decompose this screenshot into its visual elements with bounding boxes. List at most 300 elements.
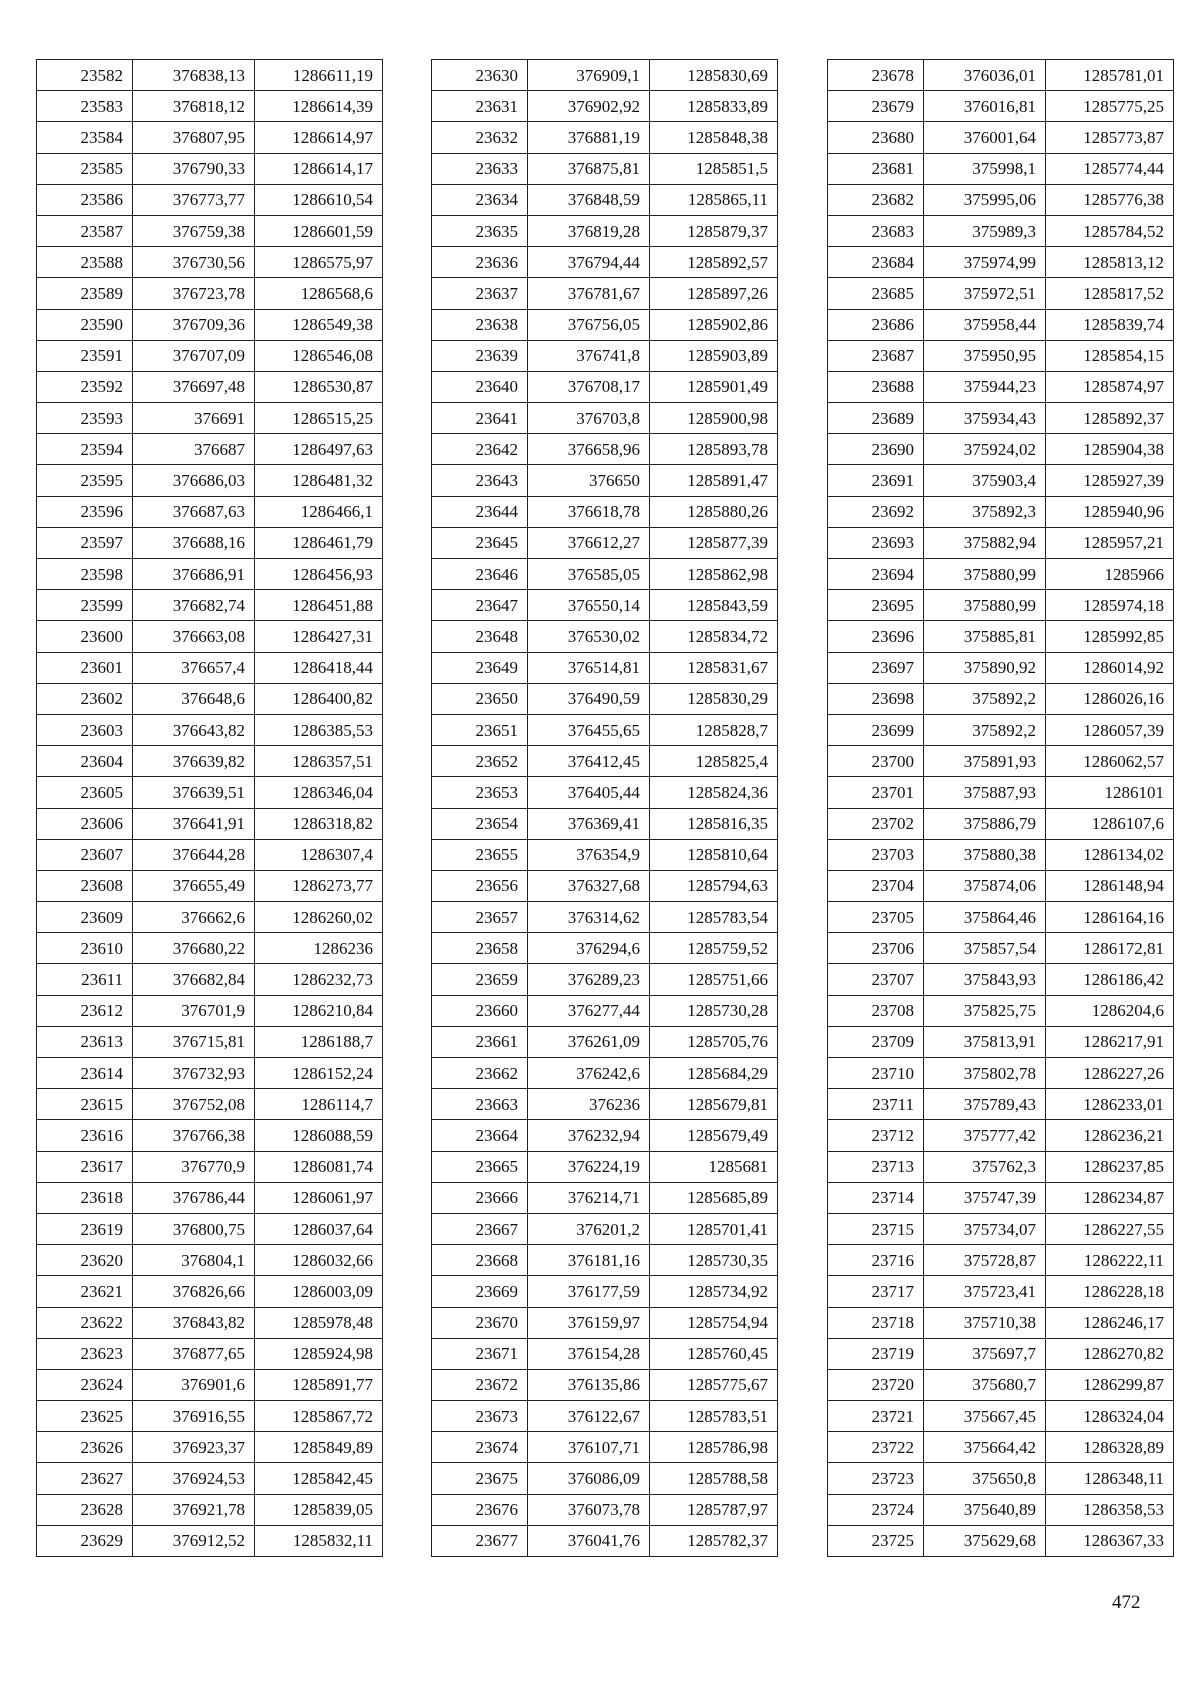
point-number-cell: 23651 <box>432 714 528 745</box>
y-coordinate-cell: 1285787,97 <box>650 1494 778 1525</box>
y-coordinate-cell: 1285892,57 <box>650 247 778 278</box>
x-coordinate-cell: 376773,77 <box>133 184 255 215</box>
y-coordinate-cell: 1285783,51 <box>650 1401 778 1432</box>
y-coordinate-cell: 1285824,36 <box>650 777 778 808</box>
x-coordinate-cell: 376214,71 <box>528 1182 650 1213</box>
point-number-cell: 23691 <box>828 465 924 496</box>
y-coordinate-cell: 1285754,94 <box>650 1307 778 1338</box>
y-coordinate-cell: 1285839,74 <box>1046 309 1174 340</box>
y-coordinate-cell: 1286530,87 <box>255 371 383 402</box>
y-coordinate-cell: 1286357,51 <box>255 746 383 777</box>
y-coordinate-cell: 1286227,55 <box>1046 1213 1174 1244</box>
y-coordinate-cell: 1285966 <box>1046 559 1174 590</box>
point-number-cell: 23636 <box>432 247 528 278</box>
x-coordinate-cell: 376682,84 <box>133 964 255 995</box>
point-number-cell: 23587 <box>37 215 133 246</box>
x-coordinate-cell: 376709,36 <box>133 309 255 340</box>
table-row <box>37 1369 383 1400</box>
y-coordinate-cell: 1286549,38 <box>255 309 383 340</box>
y-coordinate-cell: 1286217,91 <box>1046 1026 1174 1057</box>
y-coordinate-cell: 1285788,58 <box>650 1463 778 1494</box>
point-number-cell: 23583 <box>37 91 133 122</box>
point-number-cell: 23687 <box>828 340 924 371</box>
y-coordinate-cell: 1285685,89 <box>650 1182 778 1213</box>
x-coordinate-cell: 376730,56 <box>133 247 255 278</box>
coordinates-table-1 <box>36 59 383 1557</box>
point-number-cell: 23694 <box>828 559 924 590</box>
x-coordinate-cell: 376770,9 <box>133 1151 255 1182</box>
x-coordinate-cell: 376658,96 <box>528 434 650 465</box>
y-coordinate-cell: 1285776,38 <box>1046 184 1174 215</box>
x-coordinate-cell: 376277,44 <box>528 995 650 1026</box>
y-coordinate-cell: 1286346,04 <box>255 777 383 808</box>
table-row <box>828 1401 1174 1432</box>
x-coordinate-cell: 376455,65 <box>528 714 650 745</box>
point-number-cell: 23707 <box>828 964 924 995</box>
point-number-cell: 23701 <box>828 777 924 808</box>
table-row <box>828 1463 1174 1494</box>
point-number-cell: 23618 <box>37 1182 133 1213</box>
point-number-cell: 23614 <box>37 1058 133 1089</box>
table-row <box>828 465 1174 496</box>
y-coordinate-cell: 1286614,39 <box>255 91 383 122</box>
y-coordinate-cell: 1286236 <box>255 933 383 964</box>
point-number-cell: 23591 <box>37 340 133 371</box>
x-coordinate-cell: 375680,7 <box>924 1369 1046 1400</box>
x-coordinate-cell: 376122,67 <box>528 1401 650 1432</box>
x-coordinate-cell: 376639,51 <box>133 777 255 808</box>
point-number-cell: 23631 <box>432 91 528 122</box>
point-number-cell: 23643 <box>432 465 528 496</box>
table-row <box>432 1089 778 1120</box>
point-number-cell: 23598 <box>37 559 133 590</box>
table-row <box>828 1276 1174 1307</box>
y-coordinate-cell: 1285924,98 <box>255 1338 383 1369</box>
x-coordinate-cell: 376687 <box>133 434 255 465</box>
x-coordinate-cell: 375825,75 <box>924 995 1046 1026</box>
point-number-cell: 23711 <box>828 1089 924 1120</box>
y-coordinate-cell: 1285817,52 <box>1046 278 1174 309</box>
x-coordinate-cell: 375882,94 <box>924 527 1046 558</box>
x-coordinate-cell: 375777,42 <box>924 1120 1046 1151</box>
table-row <box>37 590 383 621</box>
point-number-cell: 23627 <box>37 1463 133 1494</box>
x-coordinate-cell: 375664,42 <box>924 1432 1046 1463</box>
y-coordinate-cell: 1286324,04 <box>1046 1401 1174 1432</box>
point-number-cell: 23656 <box>432 870 528 901</box>
point-number-cell: 23588 <box>37 247 133 278</box>
point-number-cell: 23617 <box>37 1151 133 1182</box>
x-coordinate-cell: 376708,17 <box>528 371 650 402</box>
point-number-cell: 23693 <box>828 527 924 558</box>
table-row <box>432 1369 778 1400</box>
y-coordinate-cell: 1285891,77 <box>255 1369 383 1400</box>
y-coordinate-cell: 1285834,72 <box>650 621 778 652</box>
table-row <box>828 340 1174 371</box>
y-coordinate-cell: 1286481,32 <box>255 465 383 496</box>
point-number-cell: 23632 <box>432 122 528 153</box>
point-number-cell: 23655 <box>432 839 528 870</box>
point-number-cell: 23641 <box>432 403 528 434</box>
x-coordinate-cell: 376732,93 <box>133 1058 255 1089</box>
table-row <box>828 1213 1174 1244</box>
table-row <box>828 683 1174 714</box>
y-coordinate-cell: 1286546,08 <box>255 340 383 371</box>
y-coordinate-cell: 1285851,5 <box>650 153 778 184</box>
x-coordinate-cell: 376086,09 <box>528 1463 650 1494</box>
y-coordinate-cell: 1286186,42 <box>1046 964 1174 995</box>
table-row <box>432 527 778 558</box>
y-coordinate-cell: 1286575,97 <box>255 247 383 278</box>
x-coordinate-cell: 376686,91 <box>133 559 255 590</box>
table-row <box>828 777 1174 808</box>
point-number-cell: 23661 <box>432 1026 528 1057</box>
y-coordinate-cell: 1286568,6 <box>255 278 383 309</box>
y-coordinate-cell: 1285774,44 <box>1046 153 1174 184</box>
y-coordinate-cell: 1285828,7 <box>650 714 778 745</box>
y-coordinate-cell: 1286328,89 <box>1046 1432 1174 1463</box>
point-number-cell: 23722 <box>828 1432 924 1463</box>
point-number-cell: 23666 <box>432 1182 528 1213</box>
coordinates-table-body <box>432 60 778 1557</box>
y-coordinate-cell: 1285992,85 <box>1046 621 1174 652</box>
point-number-cell: 23611 <box>37 964 133 995</box>
x-coordinate-cell: 375903,4 <box>924 465 1046 496</box>
x-coordinate-cell: 375667,45 <box>924 1401 1046 1432</box>
point-number-cell: 23705 <box>828 902 924 933</box>
coordinates-table-body <box>828 60 1174 1557</box>
table-row <box>828 1369 1174 1400</box>
table-row <box>432 1401 778 1432</box>
point-number-cell: 23699 <box>828 714 924 745</box>
point-number-cell: 23597 <box>37 527 133 558</box>
point-number-cell: 23615 <box>37 1089 133 1120</box>
x-coordinate-cell: 376107,71 <box>528 1432 650 1463</box>
y-coordinate-cell: 1285879,37 <box>650 215 778 246</box>
y-coordinate-cell: 1286427,31 <box>255 621 383 652</box>
y-coordinate-cell: 1286456,93 <box>255 559 383 590</box>
table-row <box>432 1213 778 1244</box>
page-number: 472 <box>1112 1592 1141 1613</box>
point-number-cell: 23639 <box>432 340 528 371</box>
table-row <box>37 60 383 91</box>
x-coordinate-cell: 376715,81 <box>133 1026 255 1057</box>
x-coordinate-cell: 376289,23 <box>528 964 650 995</box>
x-coordinate-cell: 375924,02 <box>924 434 1046 465</box>
point-number-cell: 23658 <box>432 933 528 964</box>
x-coordinate-cell: 376766,38 <box>133 1120 255 1151</box>
point-number-cell: 23723 <box>828 1463 924 1494</box>
table-row <box>37 1182 383 1213</box>
x-coordinate-cell: 376687,63 <box>133 496 255 527</box>
x-coordinate-cell: 375710,38 <box>924 1307 1046 1338</box>
x-coordinate-cell: 376655,49 <box>133 870 255 901</box>
point-number-cell: 23634 <box>432 184 528 215</box>
table-row <box>828 1058 1174 1089</box>
table-row <box>828 995 1174 1026</box>
point-number-cell: 23604 <box>37 746 133 777</box>
x-coordinate-cell: 376912,52 <box>133 1525 255 1556</box>
y-coordinate-cell: 1286188,7 <box>255 1026 383 1057</box>
y-coordinate-cell: 1285862,98 <box>650 559 778 590</box>
point-number-cell: 23657 <box>432 902 528 933</box>
y-coordinate-cell: 1286003,09 <box>255 1276 383 1307</box>
y-coordinate-cell: 1286057,39 <box>1046 714 1174 745</box>
y-coordinate-cell: 1286032,66 <box>255 1245 383 1276</box>
point-number-cell: 23592 <box>37 371 133 402</box>
table-row <box>37 91 383 122</box>
point-number-cell: 23688 <box>828 371 924 402</box>
table-row <box>828 1494 1174 1525</box>
point-number-cell: 23664 <box>432 1120 528 1151</box>
table-row <box>37 1401 383 1432</box>
y-coordinate-cell: 1286497,63 <box>255 434 383 465</box>
x-coordinate-cell: 376686,03 <box>133 465 255 496</box>
x-coordinate-cell: 375864,46 <box>924 902 1046 933</box>
point-number-cell: 23698 <box>828 683 924 714</box>
table-row <box>37 309 383 340</box>
x-coordinate-cell: 376909,1 <box>528 60 650 91</box>
table-row <box>37 777 383 808</box>
y-coordinate-cell: 1286466,1 <box>255 496 383 527</box>
point-number-cell: 23689 <box>828 403 924 434</box>
table-row <box>37 122 383 153</box>
y-coordinate-cell: 1285783,54 <box>650 902 778 933</box>
table-row <box>37 559 383 590</box>
x-coordinate-cell: 375734,07 <box>924 1213 1046 1244</box>
y-coordinate-cell: 1286152,24 <box>255 1058 383 1089</box>
x-coordinate-cell: 376804,1 <box>133 1245 255 1276</box>
x-coordinate-cell: 376723,78 <box>133 278 255 309</box>
table-row <box>37 808 383 839</box>
point-number-cell: 23601 <box>37 652 133 683</box>
x-coordinate-cell: 375989,3 <box>924 215 1046 246</box>
y-coordinate-cell: 1286232,73 <box>255 964 383 995</box>
x-coordinate-cell: 375885,81 <box>924 621 1046 652</box>
y-coordinate-cell: 1286610,54 <box>255 184 383 215</box>
x-coordinate-cell: 376924,53 <box>133 1463 255 1494</box>
x-coordinate-cell: 375934,43 <box>924 403 1046 434</box>
table-row <box>37 247 383 278</box>
table-row <box>828 933 1174 964</box>
y-coordinate-cell: 1286614,97 <box>255 122 383 153</box>
table-row <box>828 964 1174 995</box>
y-coordinate-cell: 1286062,57 <box>1046 746 1174 777</box>
y-coordinate-cell: 1286515,25 <box>255 403 383 434</box>
x-coordinate-cell: 376756,05 <box>528 309 650 340</box>
point-number-cell: 23612 <box>37 995 133 1026</box>
x-coordinate-cell: 375843,93 <box>924 964 1046 995</box>
table-row <box>37 465 383 496</box>
point-number-cell: 23595 <box>37 465 133 496</box>
table-row <box>432 1338 778 1369</box>
table-row <box>432 215 778 246</box>
table-row <box>432 1494 778 1525</box>
x-coordinate-cell: 376648,6 <box>133 683 255 714</box>
point-number-cell: 23596 <box>37 496 133 527</box>
x-coordinate-cell: 376036,01 <box>924 60 1046 91</box>
point-number-cell: 23624 <box>37 1369 133 1400</box>
x-coordinate-cell: 375974,99 <box>924 247 1046 278</box>
table-row <box>828 714 1174 745</box>
point-number-cell: 23600 <box>37 621 133 652</box>
x-coordinate-cell: 376641,91 <box>133 808 255 839</box>
y-coordinate-cell: 1285825,4 <box>650 746 778 777</box>
x-coordinate-cell: 375874,06 <box>924 870 1046 901</box>
table-row <box>37 1338 383 1369</box>
x-coordinate-cell: 376923,37 <box>133 1432 255 1463</box>
point-number-cell: 23608 <box>37 870 133 901</box>
point-number-cell: 23725 <box>828 1525 924 1556</box>
table-row <box>432 1151 778 1182</box>
table-row <box>37 1432 383 1463</box>
x-coordinate-cell: 376843,82 <box>133 1307 255 1338</box>
x-coordinate-cell: 376786,44 <box>133 1182 255 1213</box>
table-row <box>432 870 778 901</box>
point-number-cell: 23669 <box>432 1276 528 1307</box>
x-coordinate-cell: 376838,13 <box>133 60 255 91</box>
point-number-cell: 23602 <box>37 683 133 714</box>
table-row <box>37 621 383 652</box>
x-coordinate-cell: 376159,97 <box>528 1307 650 1338</box>
point-number-cell: 23593 <box>37 403 133 434</box>
point-number-cell: 23702 <box>828 808 924 839</box>
y-coordinate-cell: 1285705,76 <box>650 1026 778 1057</box>
point-number-cell: 23613 <box>37 1026 133 1057</box>
x-coordinate-cell: 376819,28 <box>528 215 650 246</box>
point-number-cell: 23646 <box>432 559 528 590</box>
x-coordinate-cell: 376618,78 <box>528 496 650 527</box>
point-number-cell: 23629 <box>37 1525 133 1556</box>
y-coordinate-cell: 1285867,72 <box>255 1401 383 1432</box>
y-coordinate-cell: 1285865,11 <box>650 184 778 215</box>
point-number-cell: 23716 <box>828 1245 924 1276</box>
point-number-cell: 23721 <box>828 1401 924 1432</box>
coordinates-table-body <box>37 60 383 1557</box>
point-number-cell: 23642 <box>432 434 528 465</box>
table-row <box>432 153 778 184</box>
point-number-cell: 23679 <box>828 91 924 122</box>
table-row <box>432 1307 778 1338</box>
y-coordinate-cell: 1286014,92 <box>1046 652 1174 683</box>
point-number-cell: 23594 <box>37 434 133 465</box>
table-row <box>432 60 778 91</box>
table-row <box>432 995 778 1026</box>
point-number-cell: 23626 <box>37 1432 133 1463</box>
table-row <box>432 1525 778 1556</box>
y-coordinate-cell: 1286114,7 <box>255 1089 383 1120</box>
y-coordinate-cell: 1285831,67 <box>650 652 778 683</box>
point-number-cell: 23590 <box>37 309 133 340</box>
x-coordinate-cell: 376177,59 <box>528 1276 650 1307</box>
y-coordinate-cell: 1286234,87 <box>1046 1182 1174 1213</box>
table-row <box>828 1432 1174 1463</box>
point-number-cell: 23714 <box>828 1182 924 1213</box>
y-coordinate-cell: 1286172,81 <box>1046 933 1174 964</box>
x-coordinate-cell: 376001,64 <box>924 122 1046 153</box>
y-coordinate-cell: 1286246,17 <box>1046 1307 1174 1338</box>
y-coordinate-cell: 1285854,15 <box>1046 340 1174 371</box>
point-number-cell: 23712 <box>828 1120 924 1151</box>
y-coordinate-cell: 1286299,87 <box>1046 1369 1174 1400</box>
point-number-cell: 23668 <box>432 1245 528 1276</box>
x-coordinate-cell: 375747,39 <box>924 1182 1046 1213</box>
y-coordinate-cell: 1285782,37 <box>650 1525 778 1556</box>
x-coordinate-cell: 376877,65 <box>133 1338 255 1369</box>
point-number-cell: 23673 <box>432 1401 528 1432</box>
x-coordinate-cell: 376707,09 <box>133 340 255 371</box>
x-coordinate-cell: 376224,19 <box>528 1151 650 1182</box>
y-coordinate-cell: 1285893,78 <box>650 434 778 465</box>
y-coordinate-cell: 1286451,88 <box>255 590 383 621</box>
point-number-cell: 23709 <box>828 1026 924 1057</box>
point-number-cell: 23647 <box>432 590 528 621</box>
table-row <box>828 1089 1174 1120</box>
x-coordinate-cell: 376154,28 <box>528 1338 650 1369</box>
table-row <box>37 1494 383 1525</box>
table-row <box>37 839 383 870</box>
point-number-cell: 23607 <box>37 839 133 870</box>
point-number-cell: 23700 <box>828 746 924 777</box>
table-row <box>828 247 1174 278</box>
table-row <box>828 808 1174 839</box>
y-coordinate-cell: 1285701,41 <box>650 1213 778 1244</box>
point-number-cell: 23685 <box>828 278 924 309</box>
point-number-cell: 23644 <box>432 496 528 527</box>
x-coordinate-cell: 375995,06 <box>924 184 1046 215</box>
x-coordinate-cell: 376550,14 <box>528 590 650 621</box>
y-coordinate-cell: 1285904,38 <box>1046 434 1174 465</box>
table-row <box>828 1151 1174 1182</box>
y-coordinate-cell: 1285760,45 <box>650 1338 778 1369</box>
x-coordinate-cell: 376585,05 <box>528 559 650 590</box>
x-coordinate-cell: 376314,62 <box>528 902 650 933</box>
table-row <box>432 964 778 995</box>
x-coordinate-cell: 375728,87 <box>924 1245 1046 1276</box>
y-coordinate-cell: 1286134,02 <box>1046 839 1174 870</box>
table-row <box>432 1463 778 1494</box>
point-number-cell: 23708 <box>828 995 924 1026</box>
y-coordinate-cell: 1285681 <box>650 1151 778 1182</box>
y-coordinate-cell: 1285902,86 <box>650 309 778 340</box>
point-number-cell: 23633 <box>432 153 528 184</box>
y-coordinate-cell: 1285848,38 <box>650 122 778 153</box>
x-coordinate-cell: 376405,44 <box>528 777 650 808</box>
x-coordinate-cell: 376663,08 <box>133 621 255 652</box>
table-row <box>37 964 383 995</box>
point-number-cell: 23692 <box>828 496 924 527</box>
point-number-cell: 23675 <box>432 1463 528 1494</box>
table-row <box>828 215 1174 246</box>
table-row <box>37 527 383 558</box>
point-number-cell: 23713 <box>828 1151 924 1182</box>
table-row <box>432 309 778 340</box>
x-coordinate-cell: 376800,75 <box>133 1213 255 1244</box>
y-coordinate-cell: 1285751,66 <box>650 964 778 995</box>
x-coordinate-cell: 376916,55 <box>133 1401 255 1432</box>
point-number-cell: 23680 <box>828 122 924 153</box>
point-number-cell: 23703 <box>828 839 924 870</box>
y-coordinate-cell: 1286236,21 <box>1046 1120 1174 1151</box>
x-coordinate-cell: 376530,02 <box>528 621 650 652</box>
y-coordinate-cell: 1285816,35 <box>650 808 778 839</box>
x-coordinate-cell: 376639,82 <box>133 746 255 777</box>
y-coordinate-cell: 1285784,52 <box>1046 215 1174 246</box>
y-coordinate-cell: 1285781,01 <box>1046 60 1174 91</box>
table-row <box>828 1245 1174 1276</box>
x-coordinate-cell: 375891,93 <box>924 746 1046 777</box>
table-row <box>37 1026 383 1057</box>
